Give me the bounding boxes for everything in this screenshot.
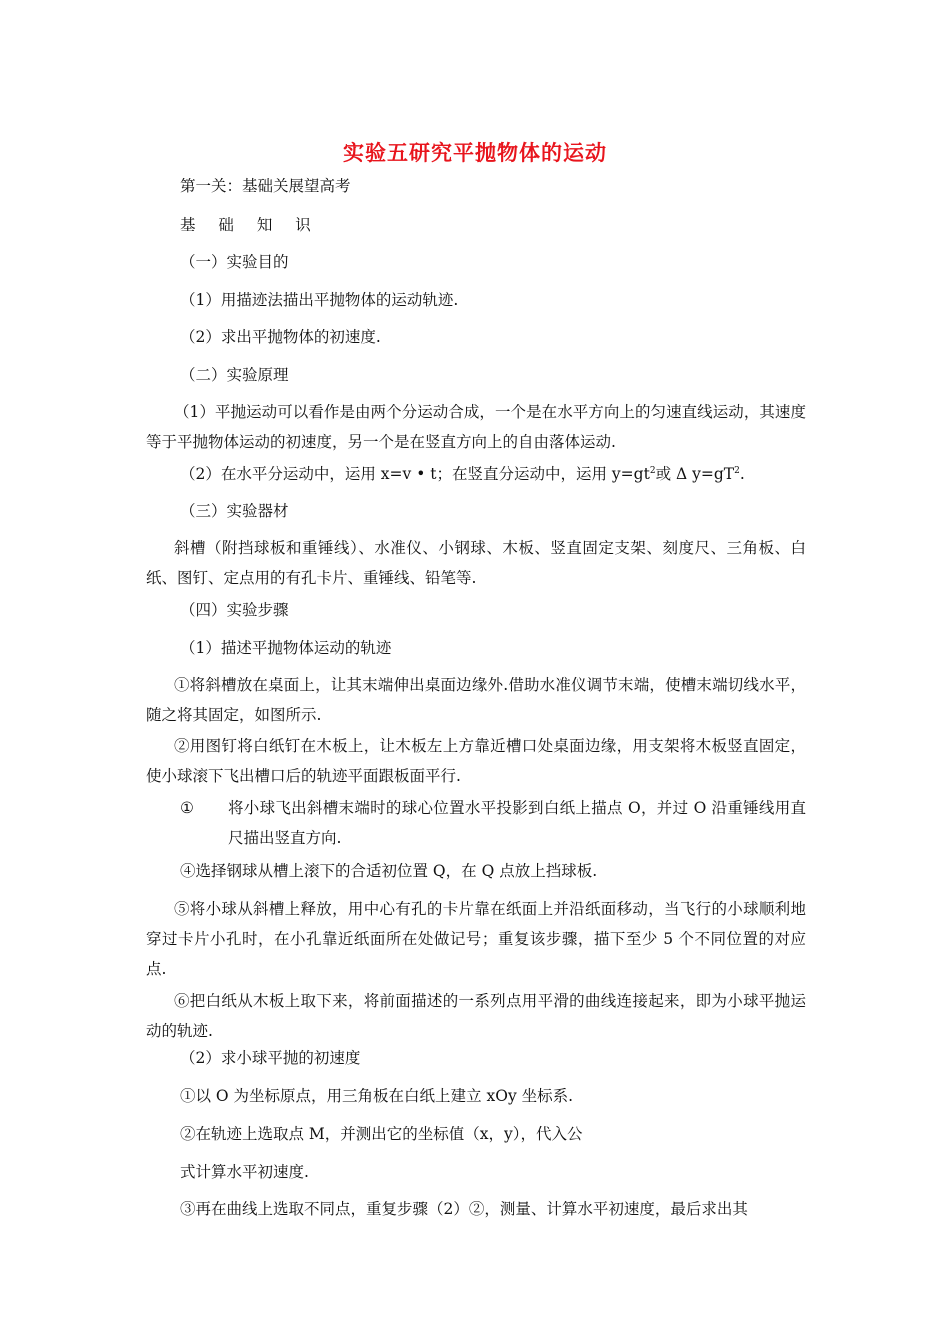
step-5: ⑤将小球从斜槽上释放，用中心有孔的卡片靠在纸面上并沿纸面移动，当飞行的小球顺利地穿过卡片小孔时，在小孔靠近纸面所在处做记号；重复该步骤，描下至少 5 个不同位置的对应点. [146, 900, 806, 978]
equipment-heading: （三）实验器材 [180, 502, 289, 520]
steps-subheading-1: （1）描述平抛物体运动的轨迹 [180, 639, 392, 657]
page-title: 实验五研究平抛物体的运动 [343, 141, 607, 165]
principle-2-superscript-1: 2 [649, 466, 656, 476]
principle-paragraph-2 [180, 464, 745, 484]
velocity-step-2: ②在轨迹上选取点 M，并测出它的坐标值（x，y），代入公 [180, 1125, 583, 1143]
step-3-number: ① [180, 799, 194, 817]
step-1: ①将斜槽放在桌面上，让其末端伸出桌面边缘外.借助水准仪调节末端，使槽末端切线水平，随之将其固定，如图所示. [146, 676, 806, 724]
velocity-step-1: ①以 O 为坐标原点，用三角板在白纸上建立 xOy 坐标系. [180, 1087, 574, 1105]
step-3 [180, 793, 806, 853]
step-6: ⑥把白纸从木板上取下来，将前面描述的一系列点用平滑的曲线连接起来，即为小球平抛运动的轨迹. [146, 992, 806, 1040]
equipment-paragraph: 斜槽（附挡球板和重锤线）、水准仪、小钢球、木板、竖直固定支架、刻度尺、三角板、白纸、图钉、定点用的有孔卡片、重锤线、铅笔等. [146, 539, 806, 587]
step-2: ②用图钉将白纸钉在木板上，让木板左上方靠近槽口处桌面边缘，用支架将木板竖直固定，使小球滚下飞出槽口后的轨迹平面跟板面平行. [146, 737, 806, 785]
principle-2-text-a: （2）在水平分运动中，运用 x=v • t；在竖直分运动中，运用 y=gt [180, 465, 650, 483]
purpose-item-1: （1）用描迹法描出平抛物体的运动轨迹. [180, 291, 459, 309]
step-3-text: 将小球飞出斜槽末端时的球心位置水平投影到白纸上描点 O，并过 O 沿重锤线用直尺描出竖直方向. [228, 799, 806, 847]
velocity-step-3: ③再在曲线上选取不同点，重复步骤（2）②，测量、计算水平初速度，最后求出其 [180, 1200, 748, 1218]
purpose-heading: （一）实验目的 [180, 253, 289, 271]
principle-2-text-b: 或 Δ y=gT [655, 465, 735, 483]
steps-subheading-2: （2）求小球平抛的初速度 [180, 1049, 361, 1067]
section-header: 第一关：基础关展望高考 [180, 177, 351, 195]
step-4: ④选择钢球从槽上滚下的合适初位置 Q，在 Q 点放上挡球板. [180, 862, 598, 880]
purpose-item-2: （2）求出平抛物体的初速度. [180, 328, 381, 346]
velocity-step-2-continued: 式计算水平初速度. [180, 1163, 309, 1181]
steps-heading: （四）实验步骤 [180, 601, 289, 619]
principle-paragraph-1: （1）平抛运动可以看作是由两个分运动合成，一个是在水平方向上的匀速直线运动，其速度等于平抛物体运动的初速度，另一个是在竖直方向上的自由落体运动. [146, 403, 806, 451]
principle-2-superscript-2: 2 [734, 466, 740, 476]
basics-heading: 基 础 知 识 [180, 216, 320, 234]
principle-heading: （二）实验原理 [180, 366, 289, 384]
principle-2-text-c: . [739, 465, 745, 483]
